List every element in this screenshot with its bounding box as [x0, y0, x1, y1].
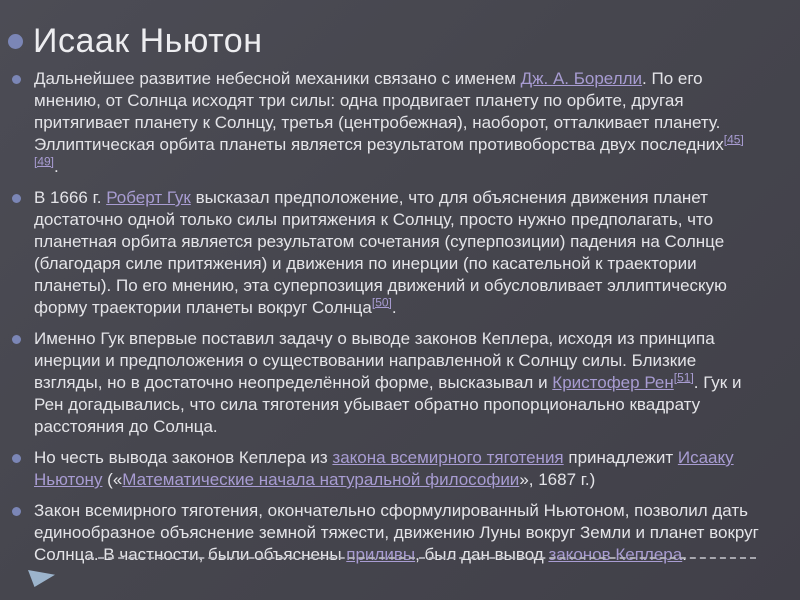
footnote-superscript	[674, 370, 694, 384]
wiki-link[interactable]: Кристофер Рен	[552, 373, 674, 392]
bullet-text	[34, 328, 768, 438]
footnote-link[interactable]: [50]	[371, 295, 392, 310]
text-segment: Дальнейшее развитие небесной механики связано с именем	[34, 69, 521, 88]
bullet-dot-icon	[12, 194, 21, 203]
text-segment: В 1666 г.	[34, 188, 107, 207]
wiki-link[interactable]: законов Кеплера	[548, 545, 683, 564]
wiki-link[interactable]: Роберт Гук	[106, 188, 191, 207]
text-segment: Но честь вывода законов Кеплера из	[34, 448, 333, 467]
text-segment: Закон всемирного тяготения, окончательно сформулированный Ньютоном, позволил дать единообразное объяснение земной тяжести, движению Луны вокруг Земли и планет вокруг Солнца. В частности, были объяснены	[34, 501, 759, 564]
text-segment: принадлежит	[563, 448, 678, 467]
footnote-link[interactable]: [51]	[673, 370, 694, 385]
footnote-link[interactable]: [45]	[723, 132, 744, 147]
bullet-item	[0, 187, 768, 319]
bullet-text	[34, 187, 768, 319]
text-segment: », 1687 г.)	[519, 470, 596, 489]
text-segment: . Гук и Рен догадывались, что сила тяготения убывает обратно пропорционально квадрату расстояния до Солнца.	[34, 373, 742, 436]
bullet-text	[34, 447, 768, 491]
bullet-dot-icon	[12, 75, 21, 84]
footnote-superscript	[372, 295, 392, 309]
text-segment: («	[102, 470, 123, 489]
wiki-link[interactable]: Дж. А. Борелли	[520, 69, 643, 88]
text-segment: , был дан вывод	[415, 545, 549, 564]
bullet-dot-icon	[12, 454, 21, 463]
bullet-item	[0, 68, 768, 178]
wiki-link[interactable]: Математические начала натуральной философии	[122, 470, 520, 489]
wiki-link[interactable]: приливы	[346, 545, 416, 564]
bullet-item	[0, 328, 768, 438]
bullet-item	[0, 447, 768, 491]
wiki-link[interactable]: Исааку Ньютону	[34, 448, 734, 489]
title-bullet-icon	[8, 34, 23, 49]
text-segment: .	[54, 157, 59, 176]
text-segment: Именно Гук впервые поставил задачу о выводе законов Кеплера, исходя из принципа инерции и предположения о существовании направленной к Солнцу силы. Близкие взгляды, но в достаточно неопределённой форме, высказывал и	[34, 329, 715, 392]
bullet-dot-icon	[12, 335, 21, 344]
bullet-text	[34, 68, 768, 178]
footnote-link[interactable]: [49]	[34, 154, 55, 169]
bullet-list	[0, 68, 768, 575]
wiki-link[interactable]: закона всемирного тяготения	[332, 448, 564, 467]
bullet-dot-icon	[12, 507, 21, 516]
footnote-superscript	[34, 154, 54, 168]
text-segment: .	[391, 298, 397, 317]
title-row	[8, 22, 262, 61]
placeholder-dashed-border	[88, 557, 756, 559]
text-segment: .	[682, 545, 687, 564]
slide-title: Исаак Ньютон	[33, 22, 263, 60]
text-segment: высказал предположение, что для объяснения движения планет достаточно одной только силы притяжения к Солнцу, просто нужно предполагать, что планетная орбита является результатом сочетания (суперпозиции) падения на Солнце (благодаря силе притяжения) и движения по инерции (по касательной к траектории планеты). По его мнению, эта суперпозиция движений и обусловливает эллиптическую форму траектории планеты вокруг Солнца	[34, 188, 727, 317]
footnote-superscript	[724, 132, 744, 146]
text-segment: . По его мнению, от Солнца исходят три силы: одна продвигает планету по орбите, другая притягивает планету к Солнцу, третья (центробежная), наоборот, отталкивает планету. Эллиптическая орбита планеты является результатом противоборства двух последних	[34, 69, 724, 154]
